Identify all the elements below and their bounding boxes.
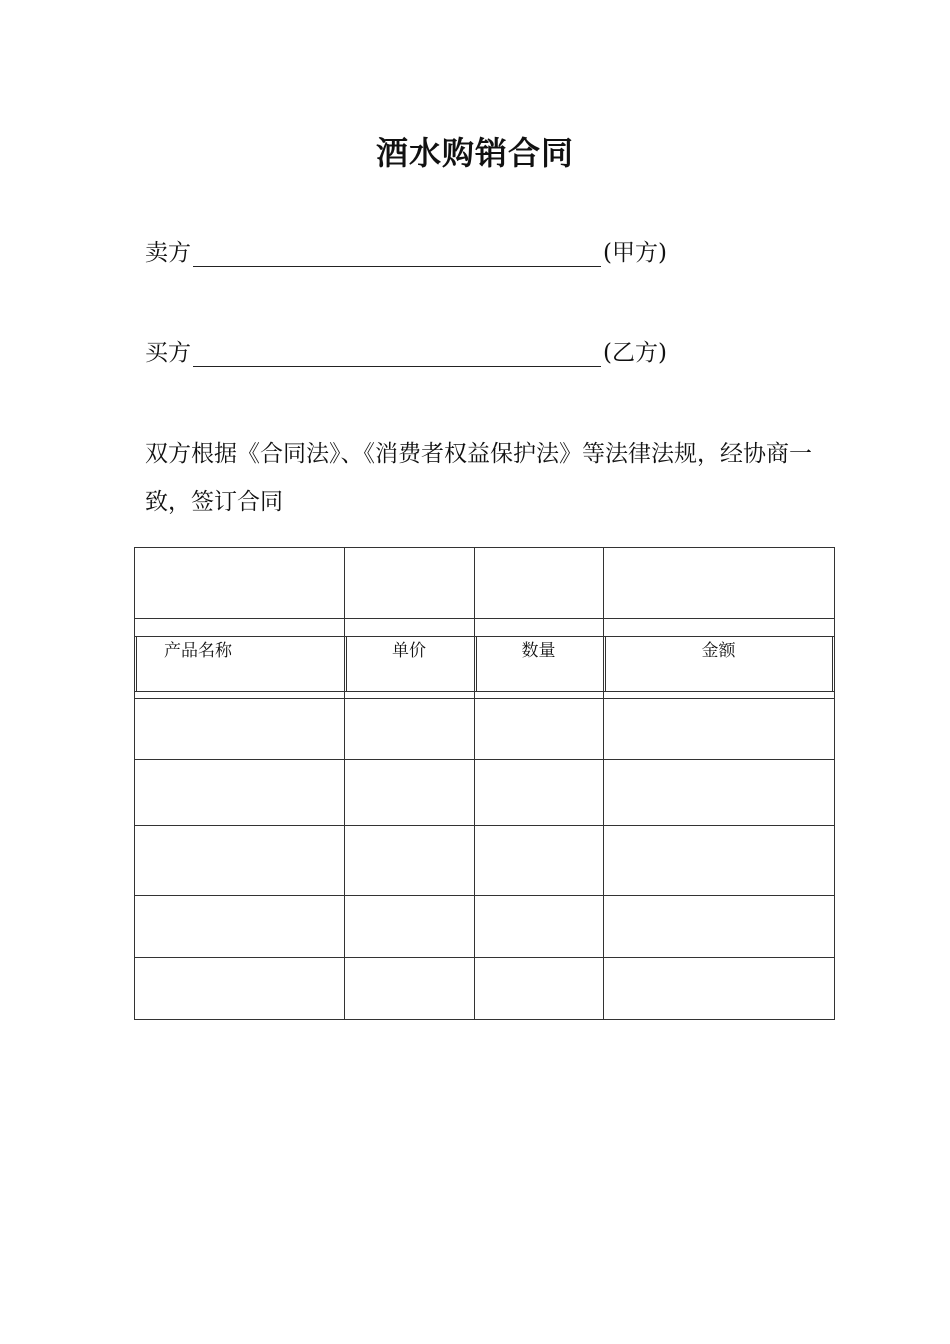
seller-suffix: (甲方): [603, 240, 667, 266]
header-amount: 金额: [701, 641, 736, 661]
header-product-name: 产品名称: [164, 641, 232, 661]
buyer-suffix: (乙方): [603, 340, 667, 366]
contract-preamble: 双方根据《合同法》、《消费者权益保护法》等法律法规，经协商一致，签订合同: [145, 441, 812, 515]
buyer-line: [145, 334, 667, 367]
document-title: 酒水购销合同: [375, 134, 574, 172]
seller-label: 卖方: [145, 240, 191, 266]
table-grid: [134, 547, 835, 1020]
seller-line: [145, 234, 667, 267]
header-unit-price: 单价: [392, 641, 426, 661]
header-quantity: 数量: [521, 641, 556, 661]
product-table: [134, 547, 834, 1019]
buyer-label: 买方: [145, 340, 191, 366]
buyer-blank[interactable]: [193, 344, 601, 367]
seller-blank[interactable]: [193, 244, 601, 267]
